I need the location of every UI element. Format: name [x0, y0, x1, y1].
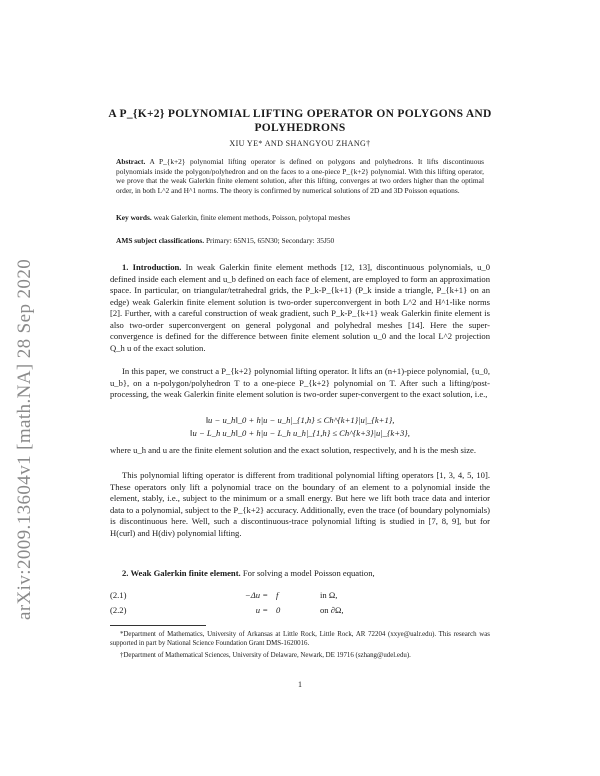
- equation-2-1: [110, 590, 490, 602]
- intro-paragraph-2: In this paper, we construct a P_{k+2} polynomial lifting operator. It lifts an (n+1)-piece polynomial, {u_0, u_b}, on a n-polygon/polyhedron T to a one-piece P_{k+2} polynomial on T. After such a lifting/post-processing, the weak Galerkin finite element solution is two-order super-convergent to the exact solution, i.e.,: [110, 366, 490, 399]
- authors: XIU YE* AND SHANGYOU ZHANG†: [229, 139, 371, 148]
- abstract-text: A P_{k+2} polynomial lifting operator is defined on polygons and polyhedrons. It lifts discontinuous polynomials inside the polygon/polyhedron and on the faces to a one-piece P_{k+2} polynomial. With this lifting operator, we prove that the weak Galerkin finite element solution, after this lifting, converges at two orders higher than the optimal order, in both L^2 and H^1 norms. The theory is confirmed by numerical solutions of 2D and 3D Poisson equations.: [116, 157, 484, 195]
- ams-text: Primary: 65N15, 65N30; Secondary: 35J50: [205, 236, 335, 245]
- equation-line-2: ‖u − L_h u_h‖_0 + h|u − L_h u_h|_{1,h} ≤ Ch^{k+3}|u|_{k+3},: [190, 428, 410, 438]
- section-2-text: For solving a model Poisson equation,: [242, 568, 375, 578]
- equation-condition: in Ω,: [320, 590, 338, 600]
- equation-rhs: 0: [276, 605, 281, 615]
- footnotes: [110, 630, 490, 661]
- equation-condition: on ∂Ω,: [320, 605, 344, 615]
- keywords: [116, 213, 484, 223]
- abstract-label: Abstract.: [116, 157, 146, 166]
- arxiv-stamp: arXiv:2009.13604v1 [math.NA] 28 Sep 2020: [14, 258, 35, 620]
- equation-line-1: ‖u − u_h‖_0 + h|u − u_h|_{1,h} ≤ Ch^{k+1}|u|_{k+1},: [205, 415, 395, 425]
- footnote-1: *Department of Mathematics, University of Arkansas at Little Rock, Little Rock, AR 72204 (xxye@ualr.edu). This research was supported in part by National Science Foundation Grant DMS-1620016.: [110, 631, 490, 648]
- equation-lhs: −Δu =: [244, 590, 268, 600]
- equation-rhs: f: [276, 590, 279, 600]
- footnote-rule: [110, 625, 206, 626]
- intro-paragraph-4: This polynomial lifting operator is different from traditional polynomial lifting operators [1, 3, 4, 5, 10]. These operators only lift a polynomial trace on the boundary of an element to a polynomial inside the element, stably, i.e., subject to the minimum or a small energy. But here we lift both trace data and interior data to a polynomial, subject to the P_{k+2} accuracy. Additionally, even the trace (of boundary polynomials) is discontinuous here. Well, such a discontinuous-trace polynomial lifting is studied in [7, 8, 9], but for H(curl) and H(div) polynomial lifting.: [110, 470, 490, 538]
- section-2-heading: 2. Weak Galerkin finite element.: [122, 568, 241, 578]
- abstract: [116, 157, 484, 195]
- superconvergence-equations: [110, 414, 490, 440]
- keywords-text: weak Galerkin, finite element methods, Poisson, polytopal meshes: [153, 213, 351, 222]
- ams-label: AMS subject classifications.: [116, 236, 205, 245]
- section-1-heading: 1. Introduction.: [122, 262, 182, 272]
- equation-number: (2.2): [110, 605, 127, 615]
- section-2-paragraph: [110, 568, 490, 580]
- keywords-label: Key words.: [116, 213, 152, 222]
- equation-number: (2.1): [110, 590, 127, 600]
- ams-classification: [116, 236, 484, 246]
- intro-text-1: In weak Galerkin finite element methods [12, 13], discontinuous polynomials, u_0 defined inside each element and u_b defined on each face of element, are employed to form an approximation space. In particular, on triangular/tetrahedral grids, the P_k-P_{k+1} (P_k inside a triangle, P_{k+1} on an edge) weak Galerkin finite element solution is two-order superconvergent in both L^2 and H^1-like norms [2]. Further, with a careful construction of weak gradient, such P_k-P_{k+1} weak Galerkin finite element is also two-order superconvergent on general polygonal and polyhedral meshes [14]. Here the super-convergence is defined for the difference between finite element solution u_0 and the local L^2 projection Q_h u of the exact solution.: [110, 262, 491, 353]
- equation-lhs: u =: [255, 605, 268, 615]
- intro-paragraph-1: [110, 262, 490, 354]
- paper-title: A P_{K+2} POLYNOMIAL LIFTING OPERATOR ON POLYGONS AND POLYHEDRONS: [108, 108, 492, 134]
- page-number: 1: [298, 680, 302, 689]
- footnote-2: †Department of Mathematical Sciences, University of Delaware, Newark, DE 19716 (szhang@udel.edu).: [120, 652, 411, 660]
- equation-2-2: [110, 605, 490, 617]
- intro-paragraph-3: where u_h and u are the finite element solution and the exact solution, respectively, and h is the mesh size.: [110, 445, 476, 455]
